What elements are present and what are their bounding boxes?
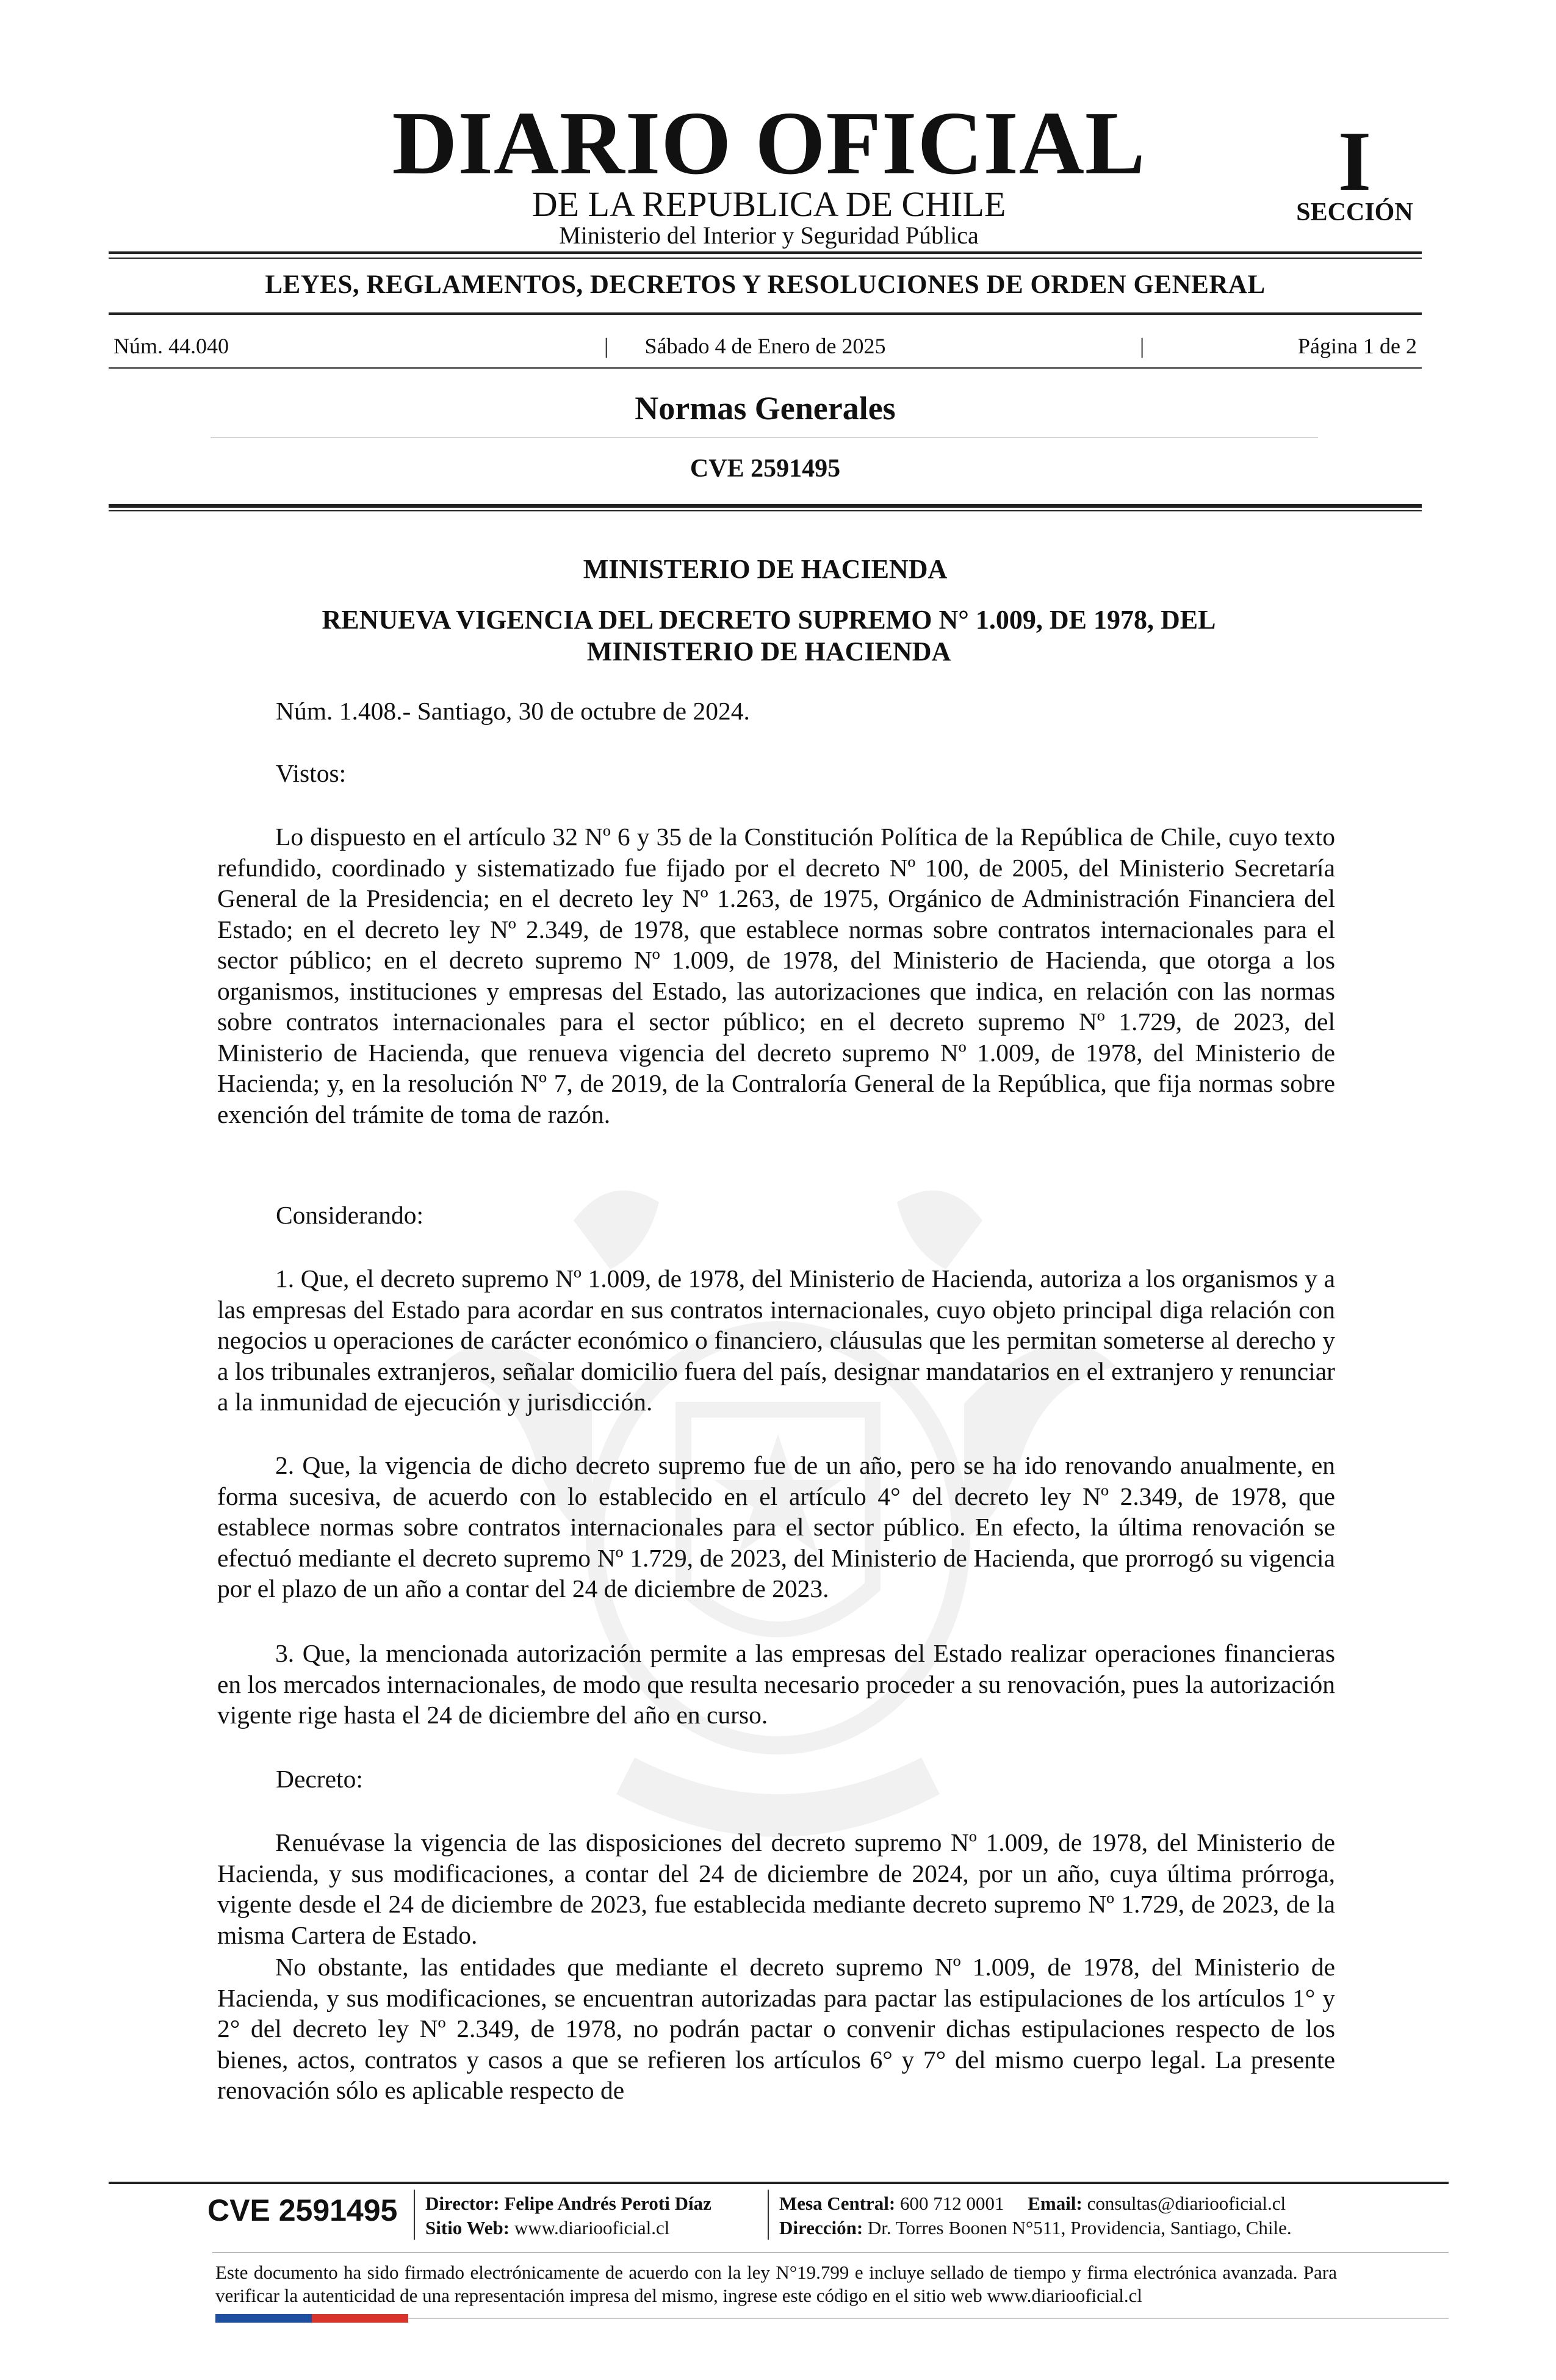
email-link[interactable]: consultas@diariooficial.cl	[1087, 2193, 1286, 2214]
considerando-label: Considerando:	[276, 1201, 424, 1229]
footer-legal-notice: Este documento ha sido firmado electrónicamente de acuerdo con la ley N°19.799 e incluye sellado de tiempo y firma electrónica avanzada. Para verificar la autenticidad de una representación impresa del mismo, ingrese este código en el sitio web www.diariooficial.cl	[215, 2262, 1337, 2306]
considerando-paragraph-2: 2. Que, la vigencia de dicho decreto supremo fue de un año, pero se ha ido renovando anualmente, en forma sucesiva, de acuerdo con lo establecido en el artículo 4° del decreto ley Nº 2.349, de 1978, que establece normas sobre contratos internacionales para el sector público. En efecto, la última renovación se efectuó mediante el decreto supremo Nº 1.729, de 2023, del Ministerio de Hacienda, que prorrogó su vigencia por el plazo de un año a contar del 24 de diciembre de 2023.	[217, 1451, 1335, 1603]
flag-stripe-blue	[215, 2314, 312, 2323]
ministry-heading: MINISTERIO DE HACIENDA	[583, 554, 948, 584]
header-rule-top-thin	[109, 258, 1422, 259]
address-value: Dr. Torres Boonen N°511, Providencia, Santiago, Chile.	[867, 2217, 1292, 2238]
vistos-label: Vistos:	[276, 759, 347, 787]
header-rule-top	[109, 251, 1422, 254]
footer-rule-thin	[212, 2252, 1449, 2253]
newspaper-title: DIARIO OFICIAL	[392, 93, 1146, 193]
footer-divider	[768, 2190, 769, 2240]
decree-number-line: Núm. 1.408.- Santiago, 30 de octubre de 2024.	[276, 697, 750, 725]
decreto-paragraph-2: No obstante, las entidades que mediante el decreto supremo Nº 1.009, de 1978, del Ministerio de Hacienda, y sus modificaciones, se encuentran autorizadas para pactar las estipulaciones de los artículos 1° y 2° del decreto ley Nº 2.349, de 1978, no podrán pactar o convenir dichas estipulaciones respecto de los bienes, actos, contratos y casos a que se refieren los artículos 6° y 7° del mismo cuerpo legal. La presente renovación sólo es aplicable respecto de	[217, 1953, 1335, 2104]
vistos-paragraph: Lo dispuesto en el artículo 32 Nº 6 y 35 de la Constitución Política de la República de Chile, cuyo texto refundido, coordinado y sistematizado fue fijado por el decreto Nº 100, de 2005, del Ministerio Secretaría General de la Presidencia; en el decreto ley Nº 1.263, de 1975, Orgánico de Administración Financiera del Estado; en el decreto ley Nº 2.349, de 1978, que establece normas sobre contratos internacionales para el sector público; en el decreto supremo Nº 1.009, de 1978, del Ministerio de Hacienda, que otorga a los organismos, instituciones y empresas del Estado, las autorizaciones que indica, en relación con las normas sobre contratos internacionales para el sector público; en el decreto supremo Nº 1.729, de 2023, del Ministerio de Hacienda, que renueva vigencia del decreto supremo Nº 1.009, de 1978, del Ministerio de Hacienda; y, en la resolución Nº 7, de 2019, de la Contraloría General de la República, que fija normas sobre exención del trámite de toma de razón.	[217, 823, 1335, 1128]
decree-title: RENUEVA VIGENCIA DEL DECRETO SUPREMO N° 1.009, DE 1978, DEL MINISTERIO DE HACIENDA	[322, 605, 1216, 666]
decreto-paragraph-1: Renuévase la vigencia de las disposiciones del decreto supremo Nº 1.009, de 1978, del Ministerio de Hacienda, y sus modificaciones, a contar del 24 de diciembre de 2024, por un año, cuya última prórroga, vigente desde el 24 de diciembre de 2023, fue establecida mediante decreto supremo Nº 1.729, de 2023, de la misma Cartera de Estado.	[217, 1828, 1335, 1949]
banner-rule-bottom	[109, 312, 1422, 315]
issue-date: Sábado 4 de Enero de 2025	[644, 334, 886, 358]
phone-label: Mesa Central:	[779, 2193, 896, 2214]
section-number: I	[1338, 114, 1372, 209]
flag-stripe-line	[408, 2318, 1449, 2319]
website-link[interactable]: www.diariooficial.cl	[514, 2217, 670, 2238]
section-divider	[211, 437, 1318, 438]
issue-bar	[109, 330, 1422, 362]
page-indicator: Página 1 de 2	[1298, 334, 1417, 358]
laws-banner: LEYES, REGLAMENTOS, DECRETOS Y RESOLUCIONES DE ORDEN GENERAL	[265, 270, 1266, 299]
footer-address	[779, 2216, 1292, 2240]
phone-value: 600 712 0001	[900, 2193, 1004, 2214]
newspaper-ministry: Ministerio del Interior y Seguridad Pública	[559, 222, 979, 249]
footer-website	[425, 2216, 669, 2240]
footer-director	[425, 2192, 711, 2215]
flag-stripe-red	[312, 2314, 408, 2323]
masthead	[232, 93, 1306, 249]
cve-code: CVE 2591495	[690, 455, 841, 483]
considerando-paragraph-1: 1. Que, el decreto supremo Nº 1.009, de 1978, del Ministerio de Hacienda, autoriza a los organismos y a las empresas del Estado para acordar en sus contratos internacionales, cuyo objeto principal diga relación con negocios u operaciones de carácter económico o financiero, cláusulas que les permitan someterse al derecho y a los tribunales extranjeros, señalar domicilio fuera del país, designar mandatarios en el extranjero y renunciar a la inmunidad de ejecución y jurisdicción.	[217, 1264, 1335, 1416]
email-label: Email:	[1028, 2193, 1082, 2214]
issue-number: Núm. 44.040	[113, 334, 229, 358]
issue-separator: |	[604, 334, 609, 358]
issue-rule	[109, 367, 1422, 369]
section-label: SECCIÓN	[1296, 198, 1413, 226]
footer-divider	[414, 2190, 415, 2240]
heavy-rule-thin	[109, 510, 1422, 511]
newspaper-subtitle: DE LA REPUBLICA DE CHILE	[531, 184, 1006, 224]
decreto-label: Decreto:	[276, 1765, 363, 1793]
issue-separator: |	[1140, 334, 1145, 358]
address-label: Dirección:	[779, 2217, 863, 2238]
director-value: Felipe Andrés Peroti Díaz	[504, 2193, 711, 2214]
section-title: Normas Generales	[635, 390, 896, 427]
footer-rule	[109, 2182, 1449, 2184]
heavy-rule	[109, 504, 1422, 508]
director-label: Director:	[425, 2193, 500, 2214]
website-label: Sitio Web:	[425, 2217, 510, 2238]
considerando-paragraph-3: 3. Que, la mencionada autorización permite a las empresas del Estado realizar operaciones financieras en los mercados internacionales, de modo que resulta necesario proceder a su renovación, pues la autorización vigente rige hasta el 24 de diciembre del año en curso.	[217, 1639, 1335, 1729]
footer-cve-code: CVE 2591495	[207, 2193, 398, 2227]
footer-contact	[779, 2192, 1286, 2215]
